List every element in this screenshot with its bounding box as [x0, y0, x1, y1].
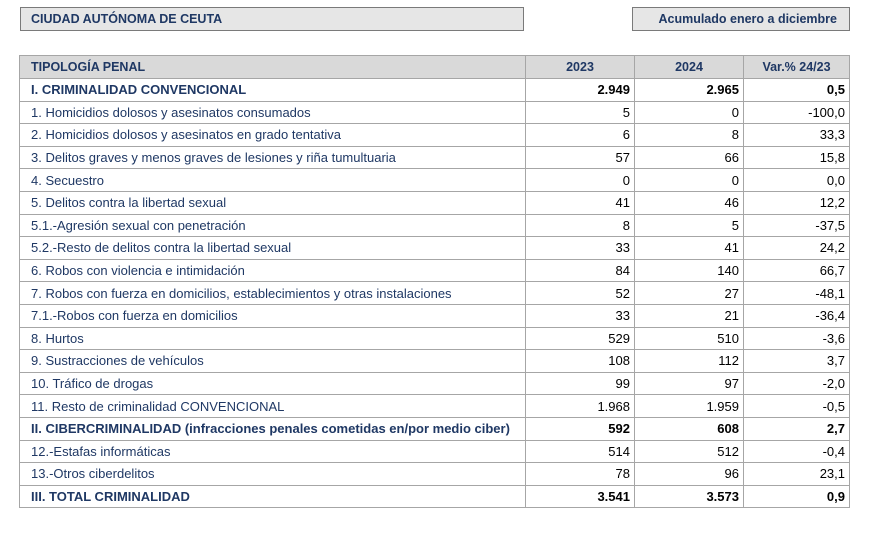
row-label: 1. Homicidios dolosos y asesinatos consumados	[20, 101, 526, 124]
value-variation: 12,2	[744, 191, 850, 214]
value-variation: -37,5	[744, 214, 850, 237]
row-label: 6. Robos con violencia e intimidación	[20, 259, 526, 282]
value-2024: 2.965	[635, 79, 744, 102]
value-variation: 66,7	[744, 259, 850, 282]
column-header-2023: 2023	[526, 56, 635, 79]
value-variation: -2,0	[744, 372, 850, 395]
table-row	[20, 146, 850, 169]
period-label: Acumulado enero a diciembre	[632, 7, 850, 31]
table-header-row	[20, 56, 850, 79]
value-2023: 3.541	[526, 485, 635, 508]
row-label: 7. Robos con fuerza en domicilios, establecimientos y otras instalaciones	[20, 282, 526, 305]
crime-statistics-table	[19, 55, 850, 508]
value-2024: 27	[635, 282, 744, 305]
value-variation: 0,0	[744, 169, 850, 192]
value-2024: 8	[635, 124, 744, 147]
table-row	[20, 282, 850, 305]
value-variation: 23,1	[744, 463, 850, 486]
value-variation: -48,1	[744, 282, 850, 305]
table-row	[20, 191, 850, 214]
value-2024: 608	[635, 417, 744, 440]
table-row	[20, 237, 850, 260]
table-row	[20, 417, 850, 440]
value-2024: 0	[635, 169, 744, 192]
value-2023: 78	[526, 463, 635, 486]
value-2024: 5	[635, 214, 744, 237]
table-row	[20, 395, 850, 418]
value-2023: 41	[526, 191, 635, 214]
table-row	[20, 485, 850, 508]
value-variation: 24,2	[744, 237, 850, 260]
value-2024: 96	[635, 463, 744, 486]
row-label: 9. Sustracciones de vehículos	[20, 350, 526, 373]
value-2023: 514	[526, 440, 635, 463]
value-variation: -0,4	[744, 440, 850, 463]
row-label: 8. Hurtos	[20, 327, 526, 350]
row-label: 3. Delitos graves y menos graves de lesiones y riña tumultuaria	[20, 146, 526, 169]
value-2023: 108	[526, 350, 635, 373]
row-label: 5. Delitos contra la libertad sexual	[20, 191, 526, 214]
value-2023: 8	[526, 214, 635, 237]
table-row	[20, 372, 850, 395]
value-2024: 512	[635, 440, 744, 463]
table-row	[20, 169, 850, 192]
value-variation: -100,0	[744, 101, 850, 124]
table-row	[20, 259, 850, 282]
value-2023: 592	[526, 417, 635, 440]
value-variation: -36,4	[744, 304, 850, 327]
row-label: 10. Tráfico de drogas	[20, 372, 526, 395]
table-row	[20, 79, 850, 102]
value-2024: 3.573	[635, 485, 744, 508]
value-2023: 5	[526, 101, 635, 124]
value-variation: -3,6	[744, 327, 850, 350]
table-row	[20, 350, 850, 373]
row-label: 2. Homicidios dolosos y asesinatos en grado tentativa	[20, 124, 526, 147]
column-header-tipologia: TIPOLOGÍA PENAL	[20, 56, 526, 79]
value-variation: 2,7	[744, 417, 850, 440]
column-header-2024: 2024	[635, 56, 744, 79]
value-2023: 57	[526, 146, 635, 169]
value-2024: 66	[635, 146, 744, 169]
region-title: CIUDAD AUTÓNOMA DE CEUTA	[20, 7, 524, 31]
table-row	[20, 463, 850, 486]
value-2023: 52	[526, 282, 635, 305]
table-row	[20, 101, 850, 124]
table-row	[20, 124, 850, 147]
row-label: 13.-Otros ciberdelitos	[20, 463, 526, 486]
value-variation: 3,7	[744, 350, 850, 373]
row-label: 11. Resto de criminalidad CONVENCIONAL	[20, 395, 526, 418]
value-variation: 0,5	[744, 79, 850, 102]
table-row	[20, 304, 850, 327]
value-2023: 6	[526, 124, 635, 147]
row-label: 7.1.-Robos con fuerza en domicilios	[20, 304, 526, 327]
value-2023: 529	[526, 327, 635, 350]
value-2023: 99	[526, 372, 635, 395]
value-2024: 510	[635, 327, 744, 350]
value-2024: 0	[635, 101, 744, 124]
table-row	[20, 214, 850, 237]
value-variation: -0,5	[744, 395, 850, 418]
value-2024: 1.959	[635, 395, 744, 418]
value-2023: 33	[526, 237, 635, 260]
row-label: 4. Secuestro	[20, 169, 526, 192]
value-variation: 33,3	[744, 124, 850, 147]
value-2023: 2.949	[526, 79, 635, 102]
value-2023: 33	[526, 304, 635, 327]
value-variation: 0,9	[744, 485, 850, 508]
row-label: 5.2.-Resto de delitos contra la libertad sexual	[20, 237, 526, 260]
value-2023: 0	[526, 169, 635, 192]
column-header-variation: Var.% 24/23	[744, 56, 850, 79]
row-label: 12.-Estafas informáticas	[20, 440, 526, 463]
row-label: 5.1.-Agresión sexual con penetración	[20, 214, 526, 237]
value-2024: 140	[635, 259, 744, 282]
value-2024: 41	[635, 237, 744, 260]
row-label: III. TOTAL CRIMINALIDAD	[20, 485, 526, 508]
table-row	[20, 440, 850, 463]
value-2024: 97	[635, 372, 744, 395]
value-2024: 46	[635, 191, 744, 214]
row-label: II. CIBERCRIMINALIDAD (infracciones penales cometidas en/por medio ciber)	[20, 417, 526, 440]
value-2023: 1.968	[526, 395, 635, 418]
value-2023: 84	[526, 259, 635, 282]
row-label: I. CRIMINALIDAD CONVENCIONAL	[20, 79, 526, 102]
value-2024: 21	[635, 304, 744, 327]
value-variation: 15,8	[744, 146, 850, 169]
table-row	[20, 327, 850, 350]
value-2024: 112	[635, 350, 744, 373]
